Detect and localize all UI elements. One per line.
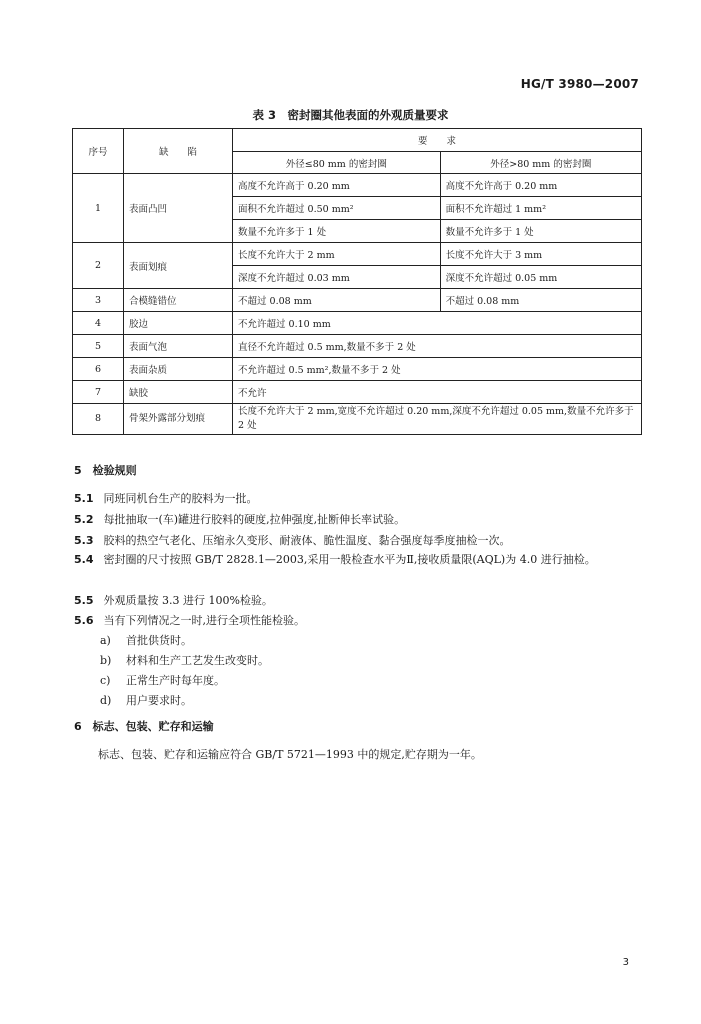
standard-number: HG/T 3980—2007 — [520, 77, 639, 91]
cell-requirement: 深度不允许超过 0.03 mm — [233, 266, 441, 289]
list-item-text: 材料和生产工艺发生改变时。 — [126, 654, 269, 667]
cell-no: 1 — [73, 174, 124, 243]
clause-5-5 — [74, 591, 644, 610]
clause-text: 密封圈的尺寸按照 GB/T 2828.1—2003,采用一般检查水平为Ⅱ,接收质量限(AQL)为 4.0 进行抽检。 — [103, 553, 596, 566]
cell-requirement: 数量不允许多于 1 处 — [233, 220, 441, 243]
header-defect: 缺 陷 — [124, 129, 233, 174]
clause-5-2 — [74, 510, 644, 529]
section-6-heading: 6 标志、包装、贮存和运输 — [74, 720, 214, 733]
cell-no: 4 — [73, 312, 124, 335]
table-caption: 表 3 密封圈其他表面的外观质量要求 — [252, 108, 449, 122]
cell-requirement: 长度不允许大于 2 mm — [233, 243, 441, 266]
cell-no: 2 — [73, 243, 124, 289]
cell-requirement: 长度不允许大于 2 mm,宽度不允许超过 0.20 mm,深度不允许超过 0.05 mm,数量不允许多于 2 处 — [233, 404, 642, 435]
table-row — [73, 174, 642, 197]
cell-requirement: 高度不允许高于 0.20 mm — [440, 174, 641, 197]
clause-text: 当有下列情况之一时,进行全项性能检验。 — [103, 614, 305, 627]
list-item — [100, 652, 269, 668]
clause-text: 同班同机台生产的胶料为一批。 — [103, 492, 258, 505]
clause-number: 5.3 — [74, 534, 94, 547]
clause-5-4 — [74, 550, 644, 569]
list-item-label: b) — [100, 654, 112, 667]
clause-5-3 — [74, 531, 644, 550]
table-row — [73, 404, 642, 435]
cell-requirement: 面积不允许超过 0.50 mm² — [233, 197, 441, 220]
list-item-text: 正常生产时每年度。 — [126, 674, 225, 687]
clause-5-6 — [74, 611, 644, 630]
section-5-heading: 5 检验规则 — [74, 464, 137, 477]
cell-requirement: 不允许超过 0.10 mm — [233, 312, 642, 335]
list-item — [100, 672, 225, 688]
table-row — [73, 312, 642, 335]
clause-number: 5.4 — [74, 553, 94, 566]
section-6-text: 标志、包装、贮存和运输应符合 GB/T 5721—1993 中的规定,贮存期为一年。 — [98, 748, 482, 761]
cell-defect: 合模缝错位 — [124, 289, 233, 312]
list-item-label: d) — [100, 694, 112, 707]
cell-no: 3 — [73, 289, 124, 312]
list-item-label: c) — [100, 674, 111, 687]
clause-text: 胶料的热空气老化、压缩永久变形、耐液体、脆性温度、黏合强度每季度抽检一次。 — [103, 534, 511, 547]
cell-requirement: 深度不允许超过 0.05 mm — [440, 266, 641, 289]
header-requirement: 要 求 — [233, 129, 642, 152]
cell-requirement: 直径不允许超过 0.5 mm,数量不多于 2 处 — [233, 335, 642, 358]
cell-defect: 表面杂质 — [124, 358, 233, 381]
cell-defect: 表面气泡 — [124, 335, 233, 358]
page-number: 3 — [622, 957, 629, 968]
list-item-label: a) — [100, 634, 111, 647]
clause-number: 5.6 — [74, 614, 94, 627]
cell-defect: 表面划痕 — [124, 243, 233, 289]
cell-requirement: 面积不允许超过 1 mm² — [440, 197, 641, 220]
table-row — [73, 335, 642, 358]
cell-requirement: 不允许超过 0.5 mm²,数量不多于 2 处 — [233, 358, 642, 381]
quality-requirements-table — [72, 128, 642, 435]
table-row — [73, 243, 642, 266]
cell-requirement: 数量不允许多于 1 处 — [440, 220, 641, 243]
cell-requirement: 不允许 — [233, 381, 642, 404]
table-row — [73, 289, 642, 312]
cell-defect: 胶边 — [124, 312, 233, 335]
clause-text: 外观质量按 3.3 进行 100%检验。 — [103, 594, 273, 607]
table-row — [73, 381, 642, 404]
list-item — [100, 692, 192, 708]
clause-text: 每批抽取一(车)罐进行胶料的硬度,拉伸强度,扯断伸长率试验。 — [103, 513, 406, 526]
cell-no: 8 — [73, 404, 124, 435]
table-row — [73, 358, 642, 381]
cell-requirement: 不超过 0.08 mm — [440, 289, 641, 312]
cell-no: 5 — [73, 335, 124, 358]
cell-defect: 骨架外露部分划痕 — [124, 404, 233, 435]
cell-defect: 表面凸凹 — [124, 174, 233, 243]
list-item-text: 首批供货时。 — [126, 634, 192, 647]
clause-number: 5.5 — [74, 594, 94, 607]
cell-defect: 缺胶 — [124, 381, 233, 404]
cell-requirement: 长度不允许大于 3 mm — [440, 243, 641, 266]
header-no: 序号 — [73, 129, 124, 174]
cell-no: 7 — [73, 381, 124, 404]
list-item — [100, 632, 192, 648]
clause-5-1 — [74, 489, 644, 508]
clause-number: 5.1 — [74, 492, 94, 505]
cell-no: 6 — [73, 358, 124, 381]
table-header-row — [73, 129, 642, 152]
cell-requirement: 高度不允许高于 0.20 mm — [233, 174, 441, 197]
list-item-text: 用户要求时。 — [126, 694, 192, 707]
header-small-seal: 外径≤80 mm 的密封圈 — [233, 152, 441, 174]
header-large-seal: 外径>80 mm 的密封圈 — [440, 152, 641, 174]
cell-requirement: 不超过 0.08 mm — [233, 289, 441, 312]
clause-number: 5.2 — [74, 513, 94, 526]
